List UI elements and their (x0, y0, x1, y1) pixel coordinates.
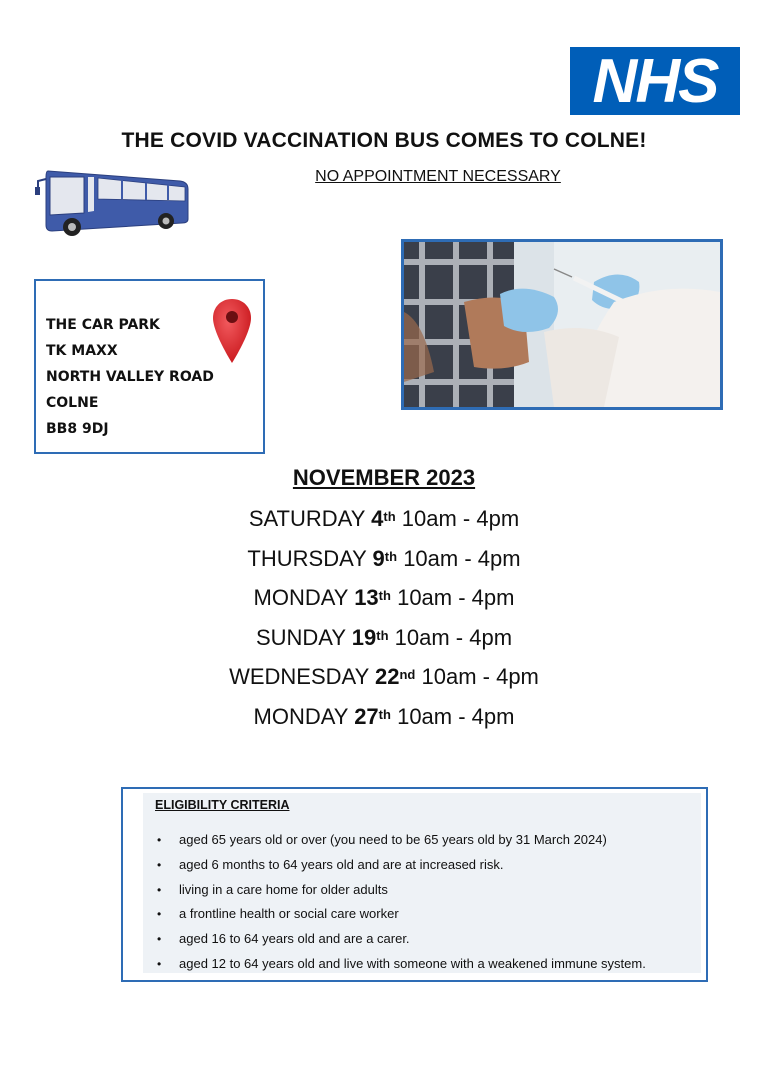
list-item (143, 858, 646, 883)
date-list (0, 502, 768, 740)
date-time: 10am - 4pm (397, 585, 515, 611)
address-card (34, 279, 265, 454)
address-line: NORTH VALLEY ROAD (46, 369, 214, 385)
nhs-logo (570, 47, 740, 115)
date-row (0, 542, 768, 582)
list-item (143, 907, 646, 932)
date-suffix: th (383, 509, 396, 524)
location-pin-icon (212, 297, 252, 365)
address-line: BB8 9DJ (46, 421, 109, 437)
date-number: 4 (371, 506, 384, 531)
date-day: SATURDAY (248, 506, 365, 531)
month-heading: NOVEMBER 2023 (292, 465, 476, 490)
list-item (143, 957, 646, 982)
date-row (0, 700, 768, 740)
date-time: 10am - 4pm (397, 703, 515, 729)
date-suffix: nd (399, 667, 416, 683)
date-row (0, 502, 768, 542)
list-item (143, 883, 646, 908)
address-line: COLNE (46, 395, 99, 411)
date-time: 10am - 4pm (421, 664, 539, 690)
date-number: 9 (372, 545, 385, 571)
vaccination-photo (401, 239, 723, 410)
bullet-icon: • (157, 932, 162, 947)
address-line: THE CAR PARK (46, 317, 160, 333)
date-row (0, 581, 768, 621)
eligibility-title: ELIGIBILITY CRITERIA (155, 798, 290, 812)
date-number: 27 (354, 703, 379, 729)
eligibility-list (143, 833, 646, 982)
date-day: MONDAY (253, 703, 349, 729)
date-row (0, 621, 768, 661)
eligibility-panel (143, 793, 701, 973)
bullet-icon: • (157, 956, 162, 971)
list-item-text: a frontline health or social care worker (179, 906, 399, 922)
eligibility-box (121, 787, 708, 982)
date-row (0, 660, 768, 700)
date-suffix: th (376, 627, 389, 643)
date-time: 10am - 4pm (403, 545, 521, 571)
date-suffix: th (378, 588, 391, 604)
list-item-text: living in a care home for older adults (179, 881, 388, 897)
date-number: 22 (375, 664, 400, 690)
bullet-icon: • (157, 857, 162, 872)
date-number: 13 (354, 585, 379, 611)
bullet-icon: • (157, 882, 162, 897)
list-item-text: aged 12 to 64 years old and live with someone with a weakened immune system. (179, 955, 646, 971)
date-day: MONDAY (253, 585, 349, 611)
subheadline: NO APPOINTMENT NECESSARY (315, 168, 561, 185)
nhs-logo-text: NHS (592, 47, 718, 116)
address-line: TK MAXX (46, 343, 118, 359)
bus-icon (30, 163, 195, 243)
date-suffix: th (384, 548, 398, 564)
date-time: 10am - 4pm (401, 506, 520, 531)
list-item (143, 833, 646, 858)
list-item (143, 932, 646, 957)
list-item-text: aged 6 months to 64 years old and are at increased risk. (179, 856, 504, 872)
date-day: THURSDAY (247, 545, 367, 571)
date-number: 19 (351, 624, 377, 650)
date-suffix: th (378, 706, 391, 722)
address-lines (46, 312, 214, 442)
date-time: 10am - 4pm (394, 624, 513, 650)
list-item-text: aged 65 years old or over (you need to be 65 years old by 31 March 2024) (179, 832, 607, 847)
bullet-icon: • (157, 833, 162, 847)
headline: THE COVID VACCINATION BUS COMES TO COLNE! (121, 129, 647, 152)
date-day: SUNDAY (255, 624, 346, 650)
bullet-icon: • (157, 907, 162, 922)
date-day: WEDNESDAY (229, 664, 369, 690)
list-item-text: aged 16 to 64 years old and are a carer. (179, 931, 410, 947)
